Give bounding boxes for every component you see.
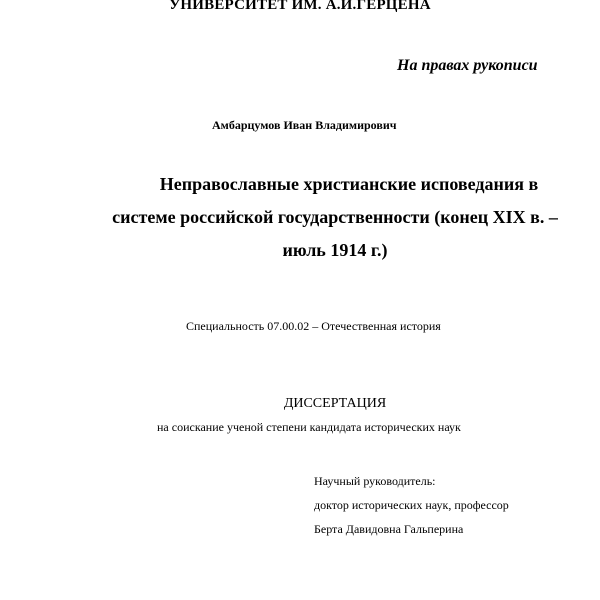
title-line-2: системе российской государственности (конец XIX в. – xyxy=(112,207,558,227)
title-line-1: Неправославные христианские исповедания в xyxy=(159,174,539,194)
supervisor-block xyxy=(314,469,509,541)
title-line-3: июль 1914 г.) xyxy=(282,240,388,260)
manuscript-note: На правах рукописи xyxy=(397,57,538,74)
dissertation-title xyxy=(70,168,600,267)
supervisor-label: Научный руководитель: xyxy=(314,474,436,488)
degree-line: на соискание ученой степени кандидата исторических наук xyxy=(157,420,461,434)
dissertation-label: ДИССЕРТАЦИЯ xyxy=(283,396,387,411)
specialty-line: Специальность 07.00.02 – Отечественная история xyxy=(186,319,441,333)
author-name: Амбарцумов Иван Владимирович xyxy=(212,118,397,132)
supervisor-name: Берта Давидовна Гальперина xyxy=(314,522,464,536)
university-name: УНИВЕРСИТЕТ ИМ. А.И.ГЕРЦЕНА xyxy=(169,0,431,13)
supervisor-title: доктор исторических наук, профессор xyxy=(314,498,509,512)
